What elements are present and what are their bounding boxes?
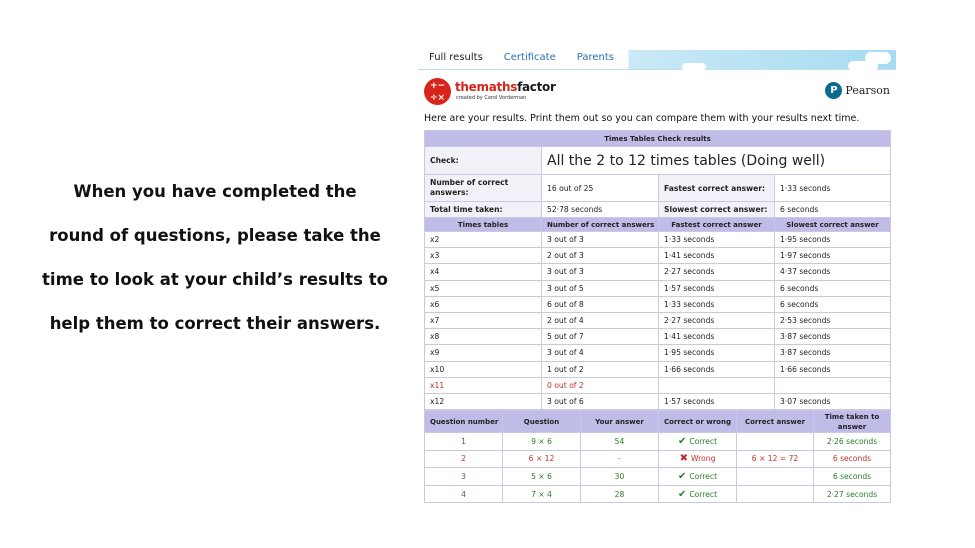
brand-header: [418, 70, 896, 112]
slowest-cell: 2·53 seconds: [775, 312, 891, 328]
correct-count-cell: 3 out of 3: [542, 232, 659, 248]
table-row: [425, 232, 891, 248]
result-cell: [659, 433, 737, 451]
correct-count-cell: 3 out of 3: [542, 264, 659, 280]
time-cell: 6 seconds: [814, 450, 891, 468]
table-row: [425, 312, 891, 328]
slowest-cell: 3·87 seconds: [775, 345, 891, 361]
question-row: [425, 468, 891, 486]
result-label: Correct: [689, 489, 718, 499]
table-row: [425, 345, 891, 361]
col-header: Question number: [425, 411, 503, 433]
check-label: Check:: [425, 147, 542, 175]
correct-answer-cell: [737, 485, 814, 503]
question-cell: 9 × 6: [503, 433, 581, 451]
cross-icon: ✖: [679, 453, 688, 465]
times-table-cell: x11: [425, 377, 542, 393]
slowest-value: 6 seconds: [775, 202, 891, 218]
answer-cell: 28: [581, 485, 659, 503]
col-header: Slowest correct answer: [775, 218, 891, 232]
time-label: Total time taken:: [425, 202, 542, 218]
correct-count-cell: 1 out of 2: [542, 361, 659, 377]
slide-caption: [40, 170, 390, 346]
fastest-cell: 1·57 seconds: [659, 280, 775, 296]
question-cell: 7 × 4: [503, 485, 581, 503]
answer-cell: -: [581, 450, 659, 468]
times-table-cell: x7: [425, 312, 542, 328]
slowest-label: Slowest correct answer:: [659, 202, 775, 218]
time-cell: 2·26 seconds: [814, 433, 891, 451]
times-table-cell: x12: [425, 393, 542, 409]
times-table-cell: x3: [425, 248, 542, 264]
correct-label: Number of correct answers:: [425, 175, 542, 202]
tab-bar: [418, 50, 896, 70]
check-icon: ✔: [677, 435, 687, 447]
fastest-cell: 1·66 seconds: [659, 361, 775, 377]
table-row: [425, 361, 891, 377]
col-header: Times tables: [425, 218, 542, 232]
table-row: [425, 248, 891, 264]
summary-title: Times Tables Check results: [425, 131, 891, 147]
time-cell: 6 seconds: [814, 468, 891, 486]
answer-cell: 54: [581, 433, 659, 451]
caption-line: time to look at your child’s results to: [42, 270, 388, 289]
logo-suffix: factor: [517, 80, 556, 94]
result-label: Correct: [689, 436, 718, 446]
question-cell: 6 × 12: [503, 450, 581, 468]
logo-main: maths: [476, 80, 518, 94]
slowest-cell: 6 seconds: [775, 280, 891, 296]
fastest-cell: 2·27 seconds: [659, 264, 775, 280]
slowest-cell: 3·07 seconds: [775, 393, 891, 409]
caption-line: help them to correct their answers.: [49, 314, 381, 333]
fastest-cell: 1·33 seconds: [659, 232, 775, 248]
question-row: [425, 450, 891, 468]
pearson-label: Pearson: [845, 84, 890, 97]
correct-count-cell: 0 out of 2: [542, 377, 659, 393]
caption-line: round of questions, please take the: [49, 226, 381, 245]
results-screenshot: [418, 50, 896, 516]
correct-answer-cell: 6 × 12 = 72: [737, 450, 814, 468]
check-icon: ✔: [677, 471, 687, 483]
fastest-cell: 1·95 seconds: [659, 345, 775, 361]
fastest-value: 1·33 seconds: [775, 175, 891, 202]
col-header: Your answer: [581, 411, 659, 433]
times-table-cell: x4: [425, 264, 542, 280]
result-label: Correct: [689, 472, 718, 482]
fastest-cell: 1·41 seconds: [659, 329, 775, 345]
fastest-cell: [659, 377, 775, 393]
slowest-cell: 1·66 seconds: [775, 361, 891, 377]
caption-line: When you have completed the: [73, 182, 357, 201]
col-header: Correct answer: [737, 411, 814, 433]
table-row: [425, 296, 891, 312]
table-row: [425, 264, 891, 280]
times-table-cell: x6: [425, 296, 542, 312]
question-number-cell: 1: [425, 433, 503, 451]
summary-table: [424, 130, 891, 410]
result-cell: [659, 468, 737, 486]
question-number-cell: 3: [425, 468, 503, 486]
times-table-cell: x2: [425, 232, 542, 248]
logo-prefix: the: [455, 80, 477, 94]
fastest-cell: 1·33 seconds: [659, 296, 775, 312]
correct-count-cell: 5 out of 7: [542, 329, 659, 345]
tab-full-results[interactable]: Full results: [418, 50, 493, 69]
pearson-icon: P: [825, 82, 842, 99]
time-cell: 2·27 seconds: [814, 485, 891, 503]
correct-count-cell: 3 out of 6: [542, 393, 659, 409]
question-number-cell: 2: [425, 450, 503, 468]
fastest-label: Fastest correct answer:: [659, 175, 775, 202]
correct-count-cell: 6 out of 8: [542, 296, 659, 312]
times-table-cell: x5: [425, 280, 542, 296]
result-cell: [659, 485, 737, 503]
tab-parents[interactable]: Parents: [576, 51, 614, 63]
slowest-cell: 4·37 seconds: [775, 264, 891, 280]
slowest-cell: 1·97 seconds: [775, 248, 891, 264]
result-cell: [659, 450, 737, 468]
fastest-cell: 1·57 seconds: [659, 393, 775, 409]
times-table-cell: x9: [425, 345, 542, 361]
question-number-cell: 4: [425, 485, 503, 503]
times-table-cell: x10: [425, 361, 542, 377]
pearson-logo: [825, 82, 890, 99]
col-header: Number of correct answers: [542, 218, 659, 232]
table-row: [425, 393, 891, 409]
intro-text: Here are your results. Print them out so you can compare them with your results next time.: [424, 113, 860, 124]
check-icon: ✔: [677, 488, 687, 500]
col-header: Question: [503, 411, 581, 433]
questions-table: [424, 410, 891, 503]
table-row: [425, 377, 891, 393]
times-table-cell: x8: [425, 329, 542, 345]
correct-answer-cell: [737, 468, 814, 486]
result-label: Wrong: [690, 454, 716, 464]
slowest-cell: 3·87 seconds: [775, 329, 891, 345]
correct-count-cell: 3 out of 5: [542, 280, 659, 296]
question-row: [425, 433, 891, 451]
slowest-cell: 6 seconds: [775, 296, 891, 312]
table-row: [425, 329, 891, 345]
tab-certificate[interactable]: Certificate: [503, 51, 556, 63]
col-header: Correct or wrong: [659, 411, 737, 433]
correct-count-cell: 2 out of 3: [542, 248, 659, 264]
col-header: Fastest correct answer: [659, 218, 775, 232]
slowest-cell: [775, 377, 891, 393]
fastest-cell: 1·41 seconds: [659, 248, 775, 264]
maths-factor-logo: [455, 80, 556, 94]
correct-answer-cell: [737, 433, 814, 451]
answer-cell: 30: [581, 468, 659, 486]
maths-symbols-icon: +− ÷×: [424, 78, 451, 105]
question-row: [425, 485, 891, 503]
col-header: Time taken to answer: [814, 411, 891, 433]
question-cell: 5 × 6: [503, 468, 581, 486]
check-value: All the 2 to 12 times tables (Doing well): [542, 147, 891, 175]
correct-count-cell: 2 out of 4: [542, 312, 659, 328]
correct-value: 16 out of 25: [542, 175, 659, 202]
slowest-cell: 1·95 seconds: [775, 232, 891, 248]
fastest-cell: 2·27 seconds: [659, 312, 775, 328]
table-row: [425, 280, 891, 296]
correct-count-cell: 3 out of 4: [542, 345, 659, 361]
time-value: 52·78 seconds: [542, 202, 659, 218]
logo-subtitle: created by Carol Vorderman: [456, 95, 527, 101]
